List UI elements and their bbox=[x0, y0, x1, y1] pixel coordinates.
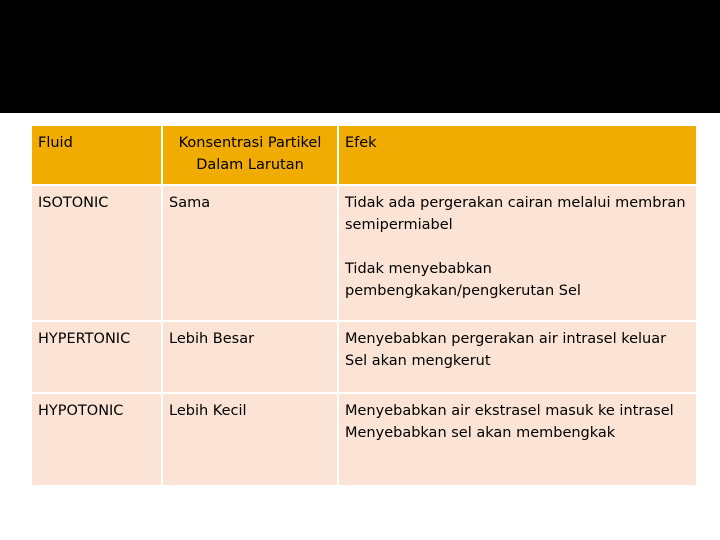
header-fluid: Fluid bbox=[32, 126, 161, 184]
efek-text: Tidak menyebabkan pembengkakan/pengkerutan Sel bbox=[345, 261, 581, 299]
cell-efek bbox=[339, 394, 696, 485]
efek-text: Menyebabkan sel akan membengkak bbox=[345, 425, 616, 441]
cell-efek bbox=[339, 322, 696, 392]
table-row bbox=[32, 186, 696, 320]
table-header-row bbox=[32, 126, 696, 184]
cell-konsentrasi: Sama bbox=[163, 186, 337, 320]
cell-konsentrasi: Lebih Kecil bbox=[163, 394, 337, 485]
table-row bbox=[32, 322, 696, 392]
header-konsentrasi: Konsentrasi Partikel Dalam Larutan bbox=[163, 126, 337, 184]
header-efek: Efek bbox=[339, 126, 696, 184]
cell-fluid: ISOTONIC bbox=[32, 186, 161, 320]
cell-efek bbox=[339, 186, 696, 320]
table-row bbox=[32, 394, 696, 485]
cell-konsentrasi: Lebih Besar bbox=[163, 322, 337, 392]
cell-fluid: HYPOTONIC bbox=[32, 394, 161, 485]
cell-fluid: HYPERTONIC bbox=[32, 322, 161, 392]
efek-text: Menyebabkan air ekstrasel masuk ke intrasel bbox=[345, 403, 674, 419]
top-black-band bbox=[0, 0, 720, 113]
fluid-table bbox=[30, 124, 698, 487]
efek-text: Tidak ada pergerakan cairan melalui membran semipermiabel bbox=[345, 195, 686, 233]
efek-text: Menyebabkan pergerakan air intrasel keluar Sel akan mengkerut bbox=[345, 331, 667, 369]
fluid-table-container bbox=[30, 124, 696, 487]
